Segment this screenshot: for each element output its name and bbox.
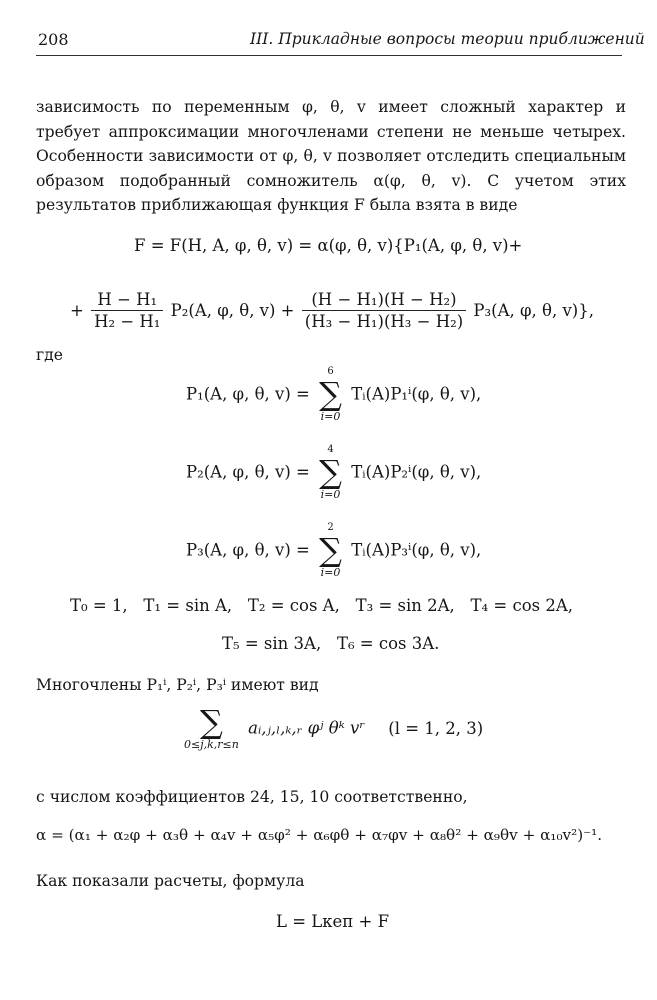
sum-P1-rhs: Tᵢ(A)P₁ⁱ(φ, θ, v), [351, 384, 482, 404]
calculations-line: Как показали расчеты, формула [36, 872, 305, 890]
eq-lead-plus: + [70, 301, 84, 320]
sum-P1-sigma [319, 366, 342, 424]
final-equation: L = Lкеп + F [276, 912, 390, 931]
poly-sigma [184, 703, 239, 752]
fraction-2 [302, 290, 466, 333]
sum-P3 [186, 522, 481, 580]
intro-text: зависимость по переменным φ, θ, v имеет сложный характер и требует аппроксимации многочленами степени не меньше четырех. Особенности зависимости от φ, θ, v позволяет отследить специальным образом подобранный сомножитель α(φ, θ, v). С учетом этих результатов приближающая функция F была взята в виде [36, 98, 626, 215]
polynomials-intro: Многочлены P₁ⁱ, P₂ⁱ, P₃ⁱ имеют вид [36, 676, 319, 694]
poly-sigma-lower: 0≤j,k,r≤n [184, 738, 239, 751]
equation-F-line1: F = F(H, A, φ, θ, v) = α(φ, θ, v){P₁(A, φ, θ, v)+ [134, 236, 523, 255]
sum-P2-lower: i=0 [320, 488, 341, 501]
coefficients-line: с числом коэффициентов 24, 15, 10 соответственно, [36, 788, 468, 806]
fraction-1 [91, 290, 163, 333]
sum-P3-lhs: P₃(A, φ, θ, v) = [186, 540, 310, 560]
sigma-symbol: ∑ [319, 531, 342, 569]
eq-term-2: P₃(A, φ, θ, v)}, [473, 301, 594, 320]
fraction-1-numerator: H − H₁ [91, 290, 163, 311]
sum-P1-lhs: P₁(A, φ, θ, v) = [186, 384, 310, 404]
polynomial-sum [180, 703, 484, 752]
eq-term-1: P₂(A, φ, θ, v) + [170, 301, 295, 320]
sigma-symbol: ∑ [319, 375, 342, 413]
sum-P1-lower: i=0 [320, 410, 341, 423]
page-number: 208 [38, 30, 69, 49]
header-rule [36, 55, 622, 56]
sum-P3-upper: 2 [327, 522, 334, 533]
sum-P3-rhs: Tᵢ(A)P₃ⁱ(φ, θ, v), [351, 540, 482, 560]
alpha-equation: α = (α₁ + α₂φ + α₃θ + α₄v + α₅φ² + α₆φθ + α₇φv + α₈θ² + α₉θv + α₁₀v²)⁻¹. [36, 826, 603, 844]
t-definitions-line2: T₅ = sin 3A, T₆ = cos 3A. [222, 634, 440, 653]
sum-P2 [186, 444, 481, 502]
sigma-symbol: ∑ [319, 453, 342, 491]
sum-P2-rhs: Tᵢ(A)P₂ⁱ(φ, θ, v), [351, 462, 482, 482]
poly-term: aᵢ,ⱼ,ₗ,ₖ,ᵣ φʲ θᵏ vʳ [248, 718, 366, 738]
equation-F-line2 [70, 290, 594, 333]
sum-P1 [186, 366, 481, 424]
sum-P3-lower: i=0 [320, 566, 341, 579]
sum-P1-upper: 6 [327, 366, 334, 377]
fraction-2-denominator: (H₃ − H₁)(H₃ − H₂) [304, 312, 464, 331]
fraction-2-numerator: (H − H₁)(H − H₂) [302, 290, 466, 311]
sum-P2-upper: 4 [327, 444, 334, 455]
sum-P2-lhs: P₂(A, φ, θ, v) = [186, 462, 310, 482]
running-title: III. Прикладные вопросы теории приближений [250, 30, 645, 48]
sum-P3-sigma [319, 522, 342, 580]
where-label: где [36, 346, 63, 364]
t-definitions-line1: T₀ = 1, T₁ = sin A, T₂ = cos A, T₃ = sin 2A, T₄ = cos 2A, [70, 596, 574, 615]
sigma-symbol: ∑ [200, 703, 223, 741]
poly-condition: (l = 1, 2, 3) [388, 718, 484, 738]
fraction-1-denominator: H₂ − H₁ [94, 312, 161, 331]
sum-P2-sigma [319, 444, 342, 502]
intro-paragraph [36, 95, 626, 218]
